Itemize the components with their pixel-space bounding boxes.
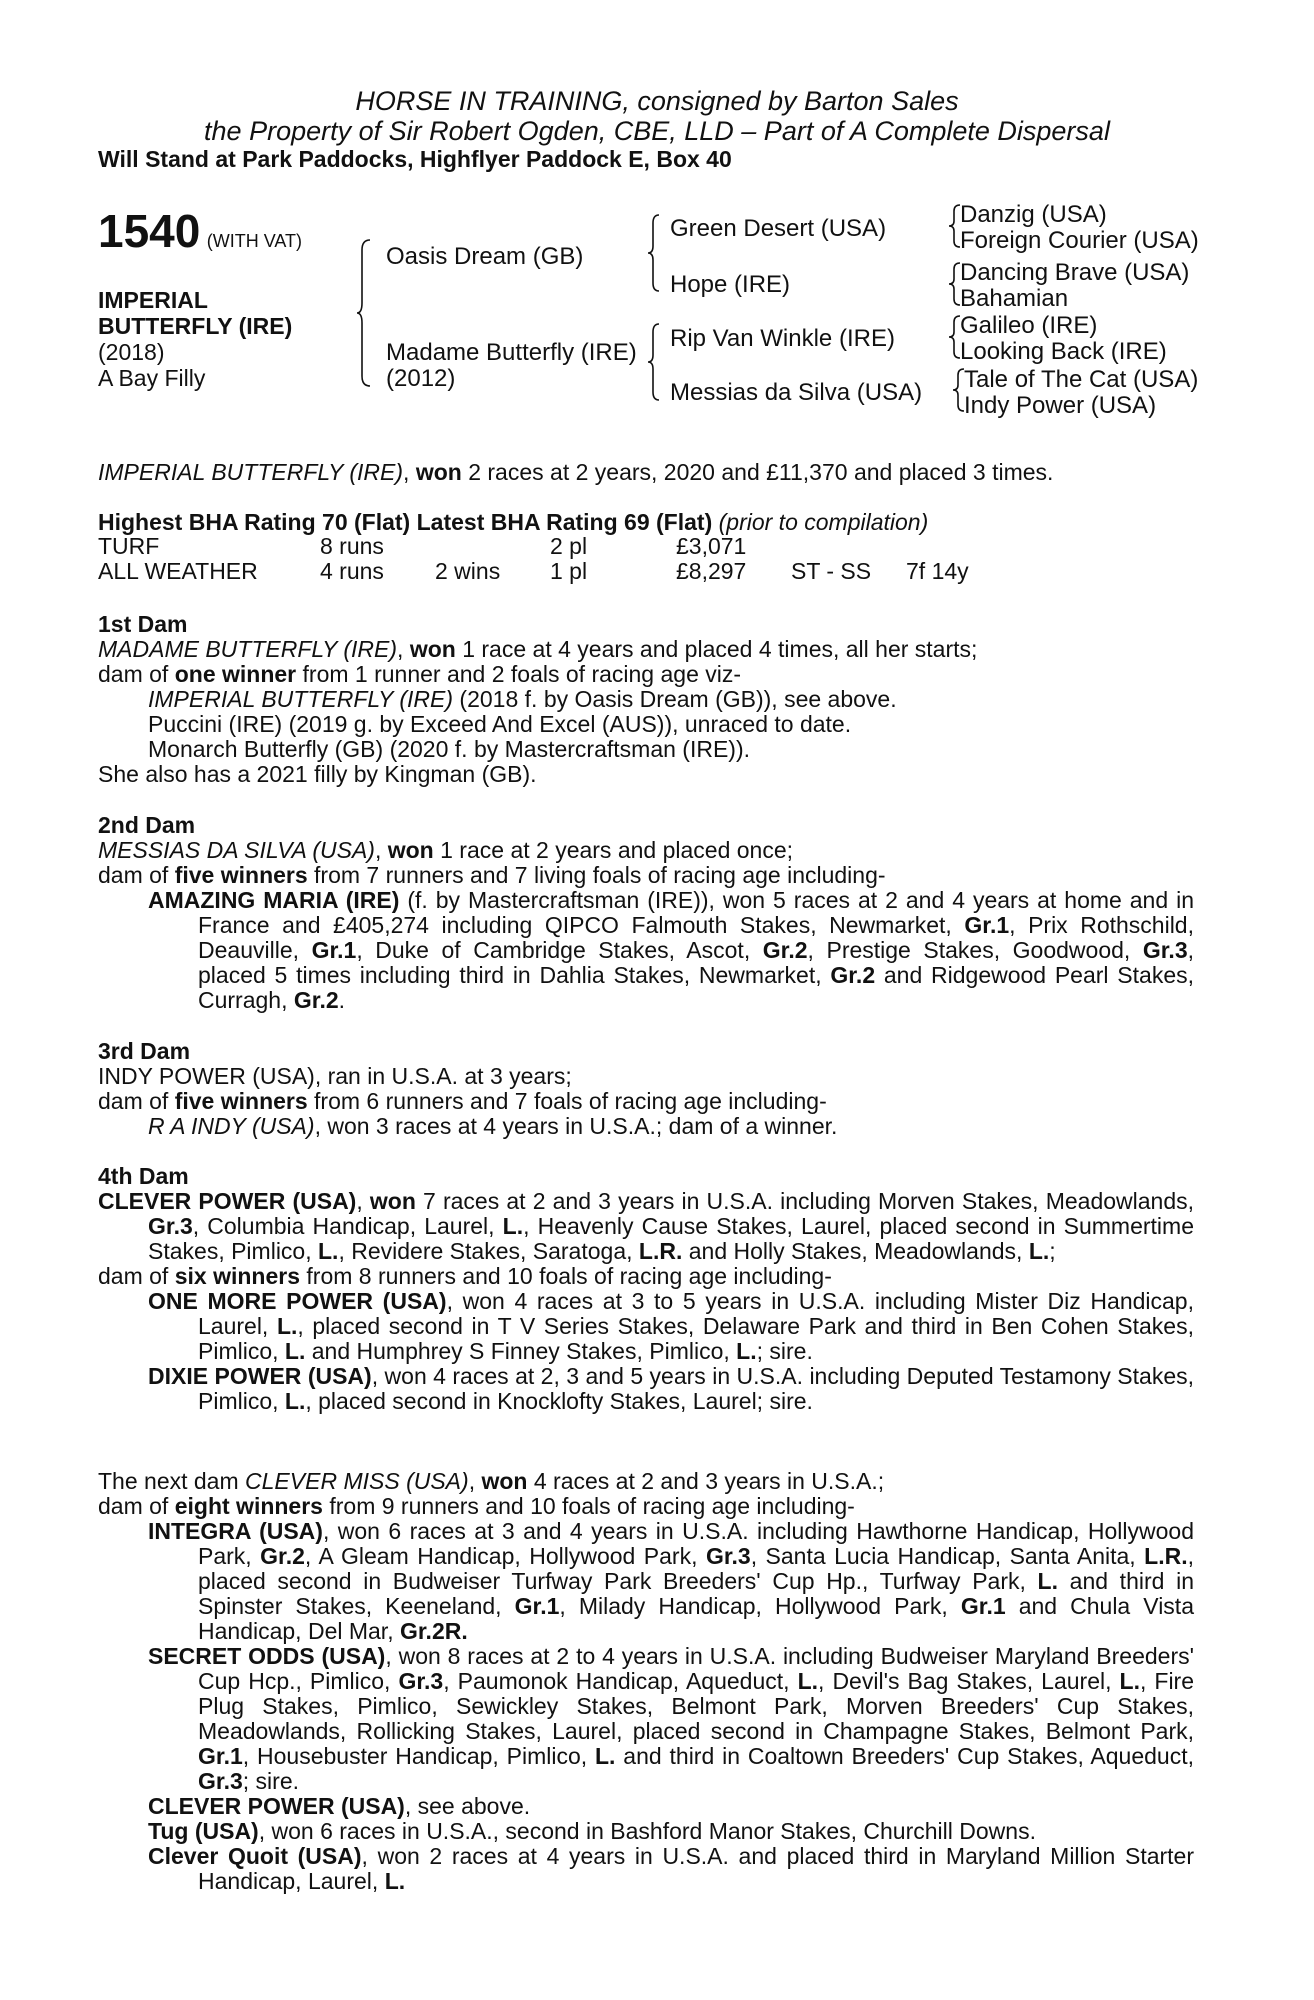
- second-dam-heading: 2nd Dam: [98, 812, 196, 838]
- horse-description: A Bay Filly: [98, 365, 206, 391]
- pedigree-sds: Dancing Brave (USA): [960, 259, 1190, 286]
- third-dam-heading: 3rd Dam: [98, 1038, 191, 1064]
- horse-name-1: IMPERIAL: [98, 287, 208, 313]
- pedigree-sire-sire: Green Desert (USA): [670, 215, 887, 242]
- second-dam-section: 2nd Dam MESSIAS DA SILVA (USA), won 1 race at 2 years and placed once; dam of five winners from 7 runners and 7 living foals of racing age including- AMAZING MARIA (IRE) (f. by Mastercraftsman (IRE)), won 5 races at 2 and 4 years at home and in France and £405,274 including QIPCO Falmouth Stakes, Newmarket, Gr.1, Prix Rothschild, Deauville, Gr.1, Duke of Cambridge Stakes, Ascot, Gr.2, Prestige Stakes, Goodwood, Gr.3, placed 5 times including third in Dahlia Stakes, Newmarket, Gr.2 and Ridgewood Pearl Stakes, Curragh, Gr.2.: [98, 812, 1195, 1013]
- race-summary: IMPERIAL BUTTERFLY (IRE), won 2 races at 2 years, 2020 and £11,370 and placed 3 times.: [98, 459, 1054, 485]
- lot-vat: (WITH VAT): [206, 231, 303, 251]
- pedigree-ssd: Foreign Courier (USA): [960, 227, 1199, 254]
- fourth-dam-section: 4th Dam CLEVER POWER (USA), won 7 races at 2 and 3 years in U.S.A. including Morven Stakes, Meadowlands, Gr.3, Columbia Handicap, Laurel, L., Heavenly Cause Stakes, Laurel, placed second in Summertime Stakes, Pimlico, L., Revidere Stakes, Saratoga, L.R. and Holly Stakes, Meadowlands, L.; dam of six winners from 8 runners and 10 foals of racing age including- ONE MORE POWER (USA), won 4 races at 3 to 5 years in U.S.A. including Mister Diz Handicap, Laurel, L., placed second in T V Series Stakes, Delaware Park and third in Ben Cohen Stakes, Pimlico, L. and Humphrey S Finney Stakes, Pimlico, L.; sire. DIXIE POWER (USA), won 4 races at 2, 3 and 5 years in U.S.A. including Deputed Testamony Stakes, Pimlico, L., placed second in Knocklofty Stakes, Laurel; sire.: [98, 1163, 1195, 1414]
- header-location: Will Stand at Park Paddocks, Highflyer Paddock E, Box 40: [98, 146, 732, 172]
- pedigree-brace-sire: [647, 213, 661, 293]
- lot-block: [98, 206, 302, 256]
- header-title: HORSE IN TRAINING, consigned by Barton Sales: [355, 86, 959, 116]
- pedigree-sss: Danzig (USA): [960, 201, 1107, 228]
- fourth-dam-heading: 4th Dam: [98, 1163, 189, 1189]
- horse-name-2: BUTTERFLY (IRE): [98, 313, 293, 339]
- next-dam-section: The next dam CLEVER MISS (USA), won 4 races at 2 and 3 years in U.S.A.; dam of eight winners from 9 runners and 10 foals of racing age including- INTEGRA (USA), won 6 races at 3 and 4 years in U.S.A. including Hawthorne Handicap, Hollywood Park, Gr.2, A Gleam Handicap, Hollywood Park, Gr.3, Santa Lucia Handicap, Santa Anita, L.R., placed second in Budweiser Turfway Park Breeders' Cup Hp., Turfway Park, L. and third in Spinster Stakes, Keeneland, Gr.1, Milady Handicap, Hollywood Park, Gr.1 and Chula Vista Handicap, Del Mar, Gr.2R. SECRET ODDS (USA), won 8 races at 2 to 4 years in U.S.A. including Budweiser Maryland Breeders' Cup Hcp., Pimlico, Gr.3, Paumonok Handicap, Aqueduct, L., Devil's Bag Stakes, Laurel, L., Fire Plug Stakes, Pimlico, Sewickley Stakes, Belmont Park, Morven Breeders' Cup Stakes, Meadowlands, Rollicking Stakes, Laurel, placed second in Champagne Stakes, Belmont Park, Gr.1, Housebuster Handicap, Pimlico, L. and third in Coaltown Breeders' Cup Stakes, Aqueduct, Gr.3; sire. CLEVER POWER (USA), see above. Tug (USA), won 6 races in U.S.A., second in Bashford Manor Stakes, Churchill Downs. Clever Quoit (USA), won 2 races at 4 years in U.S.A. and placed third in Maryland Million Starter Handicap, Laurel, L.: [98, 1468, 1195, 1894]
- pedigree-brace-main: [356, 238, 372, 388]
- pedigree-dss: Galileo (IRE): [960, 312, 1098, 339]
- pedigree-brace-dam: [647, 322, 661, 402]
- pedigree-dsd: Looking Back (IRE): [960, 338, 1167, 365]
- pedigree-sire-dam: Hope (IRE): [670, 271, 791, 298]
- pedigree-ddd: Indy Power (USA): [964, 392, 1157, 419]
- third-dam-section: 3rd Dam INDY POWER (USA), ran in U.S.A. at 3 years; dam of five winners from 6 runners and 7 foals of racing age including- R A INDY (USA), won 3 races at 4 years in U.S.A.; dam of a winner.: [98, 1039, 1194, 1139]
- first-dam-heading: 1st Dam: [98, 611, 188, 637]
- pedigree-sire: Oasis Dream (GB): [386, 243, 584, 270]
- header-subtitle: the Property of Sir Robert Ogden, CBE, LLD – Part of A Complete Dispersal: [204, 116, 1110, 146]
- pedigree-dam-year: (2012): [386, 365, 456, 392]
- pedigree-dam-dam: Messias da Silva (USA): [670, 379, 923, 406]
- first-dam-section: 1st Dam MADAME BUTTERFLY (IRE), won 1 race at 4 years and placed 4 times, all her starts; dam of one winner from 1 runner and 2 foals of racing age viz- IMPERIAL BUTTERFLY (IRE) (2018 f. by Oasis Dream (GB)), see above. Puccini (IRE) (2019 g. by Exceed And Excel (AUS)), unraced to date. Monarch Butterfly (GB) (2020 f. by Mastercraftsman (IRE)). She also has a 2021 filly by Kingman (GB).: [98, 612, 1194, 787]
- pedigree-dam-sire: Rip Van Winkle (IRE): [670, 325, 895, 352]
- horse-year: (2018): [98, 339, 165, 365]
- pedigree-dds: Tale of The Cat (USA): [964, 366, 1199, 393]
- pedigree-dam: Madame Butterfly (IRE): [386, 339, 637, 366]
- bha-rating: Highest BHA Rating 70 (Flat) Latest BHA Rating 69 (Flat) (prior to compilation): [98, 509, 929, 535]
- pedigree-sdd: Bahamian: [960, 285, 1069, 312]
- lot-number: 1540: [98, 205, 201, 257]
